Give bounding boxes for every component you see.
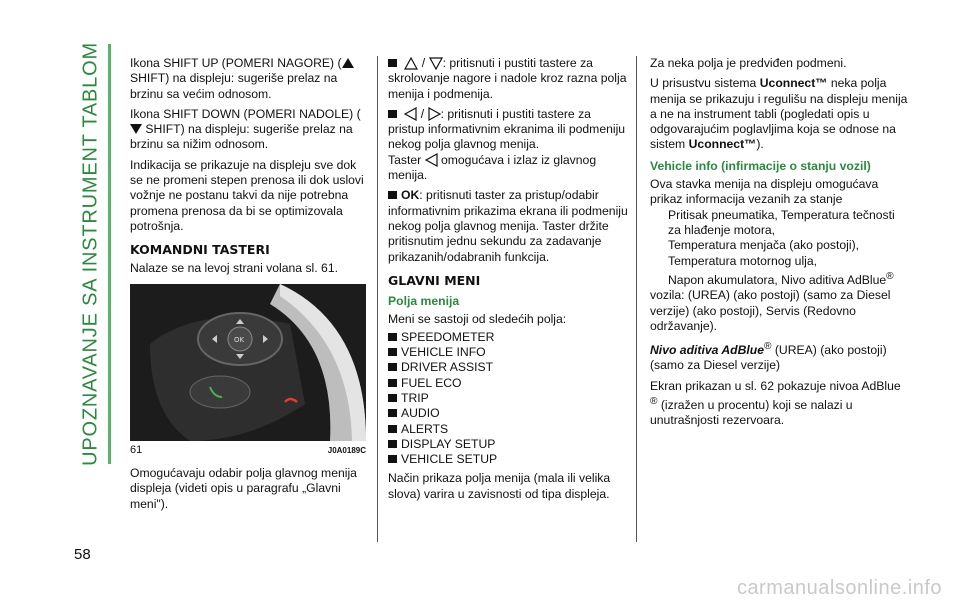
vehicle-info-heading: Vehicle info (infirmacije o stanju vozil) [650,158,871,173]
column-divider-2 [636,56,637,542]
down-arrow-icon [429,57,443,70]
uconnect-paragraph: U prisustvu sistema Uconnect™ neka polja menija se prikazuju i regulišu na displeju menija a ne na instrument tabli (pogledati opis u odgovarajućim poglavljima koja se odnose na sistem Uconnect™). [650,76,908,152]
bullet-icon [388,455,397,463]
svg-text:OK: OK [234,335,245,344]
vehicle-info-item: Napon akumulatora, Nivo aditiva AdBlue® [668,270,894,287]
vehicle-info-continued: vozila: (UREA) (ako postoji) (samo za Diesel verzije) (ako postoji), Servis (Redovno održavanje). [650,288,891,333]
bullet-icon [388,425,397,433]
shift-up-paragraph: Ikona SHIFT UP (POMERI NAGORE) ( SHIFT) na displeju: sugeriše prelaz na brzinu sa većim odnosom. [130,56,366,102]
scroll-buttons-item: / : pritisnuti i pustiti tastere za skrolovanje nagore i nadole kroz razna polja menija i podmenija. [388,56,627,101]
list-item: DISPLAY SETUP [388,437,628,452]
left-arrow-icon [404,107,417,121]
menu-fields-heading: Polja menija [388,294,460,309]
bullet-icon [388,379,397,387]
right-arrow-icon [428,107,441,121]
vehicle-info-item: Pritisak pneumatika, Temperatura tečnosti za hlađenje motora, [668,207,895,237]
shift-up-icon [342,58,354,68]
bullet-icon [388,348,397,356]
adblue-screen-paragraph: Ekran prikazan u sl. 62 pokazuje nivoa AdBlue ® (izražen u procentu) koji se nalazi u unutrašnjosti rezervoara. [650,378,901,428]
chapter-title: UPOZNAVANJE SA INSTRUMENT TABLOM [79,42,102,466]
controls-heading: KOMANDNI TASTERI [130,242,270,258]
list-item: VEHICLE SETUP [388,452,628,467]
menu-list [388,330,628,468]
column-2 [388,56,628,507]
chapter-rule [108,44,111,464]
list-item: DRIVER ASSIST [388,360,628,375]
steering-controls-photo [130,284,366,441]
column-1 [130,56,366,517]
list-item: AUDIO [388,406,628,421]
controls-description: Omogućavaju odabir polja glavnog menija displeja (videti opis u paragrafu „Glavni meni"). [130,466,357,511]
list-item: FUEL ECO [388,376,628,391]
bullet-icon [388,394,397,402]
bullet-icon [388,191,397,199]
bullet-icon [388,59,397,67]
vehicle-info-item: Temperatura menjača (ako postoji), [668,238,860,253]
bullet-icon [388,363,397,371]
list-item: TRIP [388,391,628,406]
column-divider-1 [377,56,378,542]
vehicle-info-intro: Ova stavka menija na displeju omogućava prikaz informacija vezanih za stanje [650,177,879,207]
adblue-paragraph: Nivo aditiva AdBlue® (UREA) (ako postoji) (samo za Diesel verzije) [650,341,887,373]
column-3 [650,56,910,434]
page-number: 58 [74,546,91,563]
left-right-buttons-item: / : pritisnuti i pustiti tastere za pristup informativnim ekranima ili podmeniju nekog polja glavnog menija. Taster omogućava i izlaz iz glavnog menija. [388,106,626,183]
list-item: SPEEDOMETER [388,330,628,345]
main-menu-heading: GLAVNI MENI [388,272,481,288]
bullet-icon [388,110,397,118]
figure-caption [130,443,366,458]
menu-display-note: Način prikaza polja menija (mala ili velika slova) varira u zavisnosti od tipa displeja. [388,471,611,501]
bullet-icon [388,333,397,341]
submenu-note: Za neka polja je predviđen podmeni. [650,56,847,70]
up-arrow-icon [404,57,418,70]
controls-location: Nalaze se na levoj strani volana sl. 61. [130,260,338,275]
shift-down-paragraph: Ikona SHIFT DOWN (POMERI NADOLE) ( SHIFT) na displeju: sugeriše prelaz na brzinu sa nižim odnosom. [130,106,361,152]
left-arrow-icon [425,153,438,167]
indication-paragraph: Indikacija se prikazuje na displeju sve dok se ne promeni stepen prenosa ili dok uslovi vožnje ne postanu takvi da nije potrebna promena prenosa da bi se optimizovala potrošnja. [130,157,364,233]
list-item: ALERTS [388,422,628,437]
menu-intro: Meni se sastoji od sledećih polja: [388,312,567,327]
shift-down-icon [130,124,142,134]
ok-button-item: OK: pritisnuti taster za pristup/odabir informativnim prikazima ekrana ili podmeniju nekog polja glavnog menija. Taster držite pritisnutim jednu sekundu za zadavanje prikazanih/odabranih funkcija. [388,188,628,264]
figure-code: J0A0189C [327,445,366,455]
list-item: VEHICLE INFO [388,345,628,360]
bullet-icon [388,409,397,417]
watermark: carmanualsonline.info [736,577,942,599]
figure-number: 61 [130,443,143,456]
vehicle-info-item: Temperatura motornog ulja, [668,253,818,268]
bullet-icon [388,440,397,448]
